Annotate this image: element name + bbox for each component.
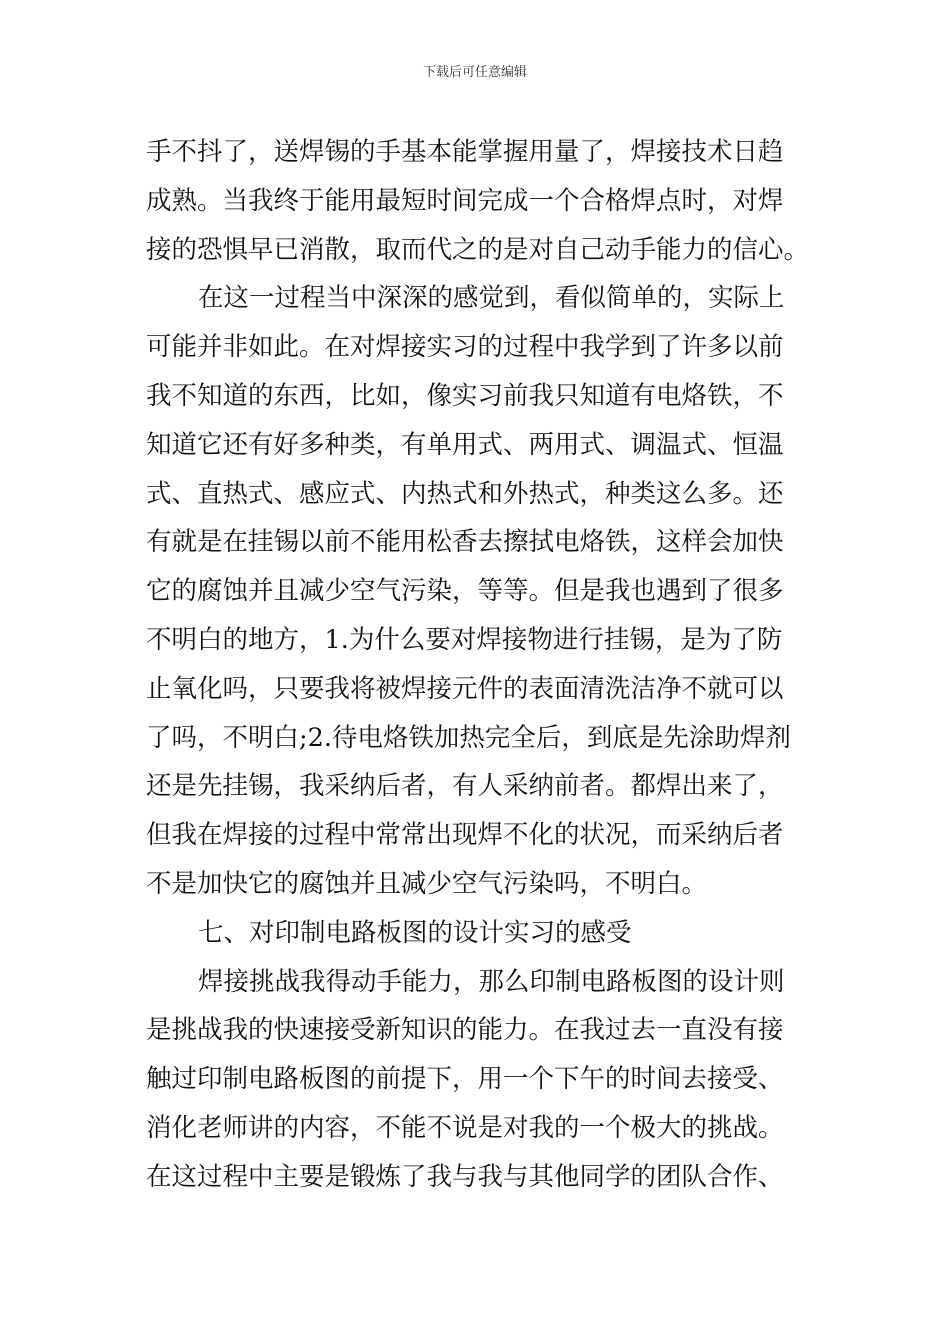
text-line: 有就是在挂锡以前不能用松香去擦拭电烙铁，这样会加快: [146, 527, 784, 558]
text-line: 了吗，不明白;2.待电烙铁加热完全后，到底是先涂助焊剂: [146, 722, 791, 753]
paragraph-first-line: 在这一过程当中深深的感觉到，看似简单的，实际上: [198, 283, 785, 314]
text-line: 手不抖了，送焊锡的手基本能掌握用量了，焊接技术日趋: [146, 137, 784, 167]
text-line: 成熟。当我终于能用最短时间完成一个合格焊点时，对焊: [146, 185, 784, 216]
text-line: 我不知道的东西，比如，像实习前我只知道有电烙铁，不: [146, 380, 784, 411]
paragraph-first-line: 七、对印制电路板图的设计实习的感受: [198, 917, 632, 948]
paragraph-first-line: 焊接挑战我得动手能力，那么印制电路板图的设计则: [198, 966, 785, 997]
text-line: 式、直热式、感应式、内热式和外热式，种类这么多。还: [146, 478, 784, 509]
text-line: 消化老师讲的内容，不能不说是对我的一个极大的挑战。: [146, 1112, 784, 1143]
text-line: 它的腐蚀并且减少空气污染，等等。但是我也遇到了很多: [146, 576, 784, 607]
text-line: 是挑战我的快速接受新知识的能力。在我过去一直没有接: [146, 1015, 784, 1046]
text-line: 止氧化吗，只要我将被焊接元件的表面清洗洁净不就可以: [146, 673, 784, 704]
text-line: 不明白的地方，1.为什么要对焊接物进行挂锡，是为了防: [146, 624, 783, 655]
text-line: 但我在焊接的过程中常常出现焊不化的状况，而采纳后者: [146, 820, 784, 851]
text-line: 还是先挂锡，我采纳后者，有人采纳前者。都焊出来了，: [146, 771, 784, 802]
text-line: 不是加快它的腐蚀并且减少空气污染吗，不明白。: [146, 868, 708, 899]
text-line: 触过印制电路板图的前提下，用一个下午的时间去接受、: [146, 1064, 784, 1095]
page-header: 下载后可任意编辑: [422, 65, 527, 80]
text-line: 接的恐惧早已消散，取而代之的是对自己动手能力的信心。: [146, 234, 810, 265]
text-line: 可能并非如此。在对焊接实习的过程中我学到了许多以前: [146, 332, 784, 363]
text-line: 知道它还有好多种类，有单用式、两用式、调温式、恒温: [146, 429, 784, 460]
body-text: [146, 128, 810, 1202]
text-line: 在这过程中主要是锻炼了我与我与其他同学的团队合作、: [146, 1161, 784, 1192]
